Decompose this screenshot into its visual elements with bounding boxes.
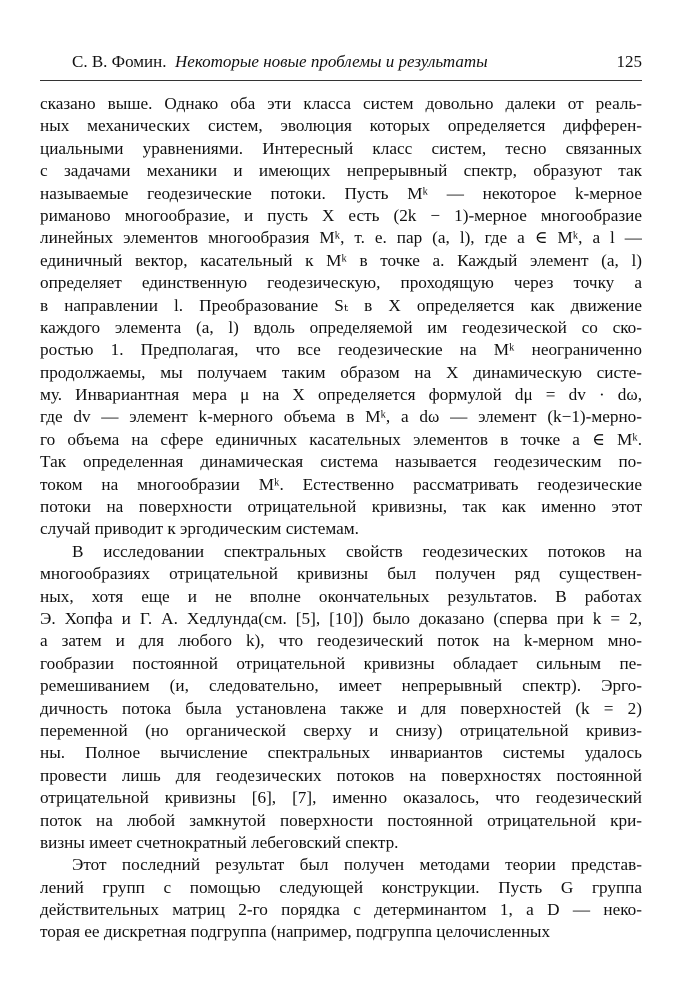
text-line: Этот последний результат был получен методами теории представ- [72,855,642,875]
text-line: ны. Полное вычисление спектральных инвариантов системы удалось [40,743,642,763]
text-line: ремешиванием (и, следовательно, имеет непрерывный спектр). Эрго- [40,676,642,696]
text-line: в направлении l. Преобразование Sₜ в X определяется как движение [40,295,642,315]
page-header [40,52,642,76]
text-line: лений групп с помощью следующей конструкции. Пусть G группа [40,877,642,897]
page-number: 125 [616,52,642,71]
text-line: визны имеет счетнократный лебеговский спектр. [40,832,399,852]
text-line: продолжаемы, мы получаем таким образом на X динамическую систе- [40,362,642,382]
text-line: поток на любой замкнутой поверхности постоянной отрицательной кри- [40,810,642,830]
paragraph [40,93,642,541]
text-line: многообразиях отрицательной кривизны был получен ряд существен- [40,564,642,584]
text-line: током на многообразии Mᵏ. Естественно рассматривать геодезические [40,474,642,494]
text-line: а затем и для любого k), что геодезический поток на k-мерном мно- [40,631,642,651]
body-text [40,93,642,944]
text-line: провести лишь для геодезических потоков на поверхностях постоянной [40,765,642,785]
text-line: отрицательной кривизны [6], [7], именно оказалось, что геодезический [40,788,642,808]
text-line: циальными уравнениями. Интересный класс систем, тесно связанных [40,138,642,158]
text-line: Так определенная динамическая система называется геодезическим по- [40,452,642,472]
text-line: сказано выше. Однако оба эти класса систем довольно далеки от реаль- [40,94,642,113]
header-title: Некоторые новые проблемы и результаты [175,52,488,71]
text-line: гообразии постоянной отрицательной кривизны обладает сильным пе- [40,653,642,673]
text-line: случай приводит к эргодическим системам. [40,519,359,539]
running-title [72,52,488,72]
text-line: линейных элементов многообразия Mᵏ, т. е. пар (a, l), где a ∈ Mᵏ, а l — [40,228,642,248]
text-line: дичность потока была установлена также и для поверхностей (k = 2) [40,698,642,718]
text-line: называемые геодезические потоки. Пусть Mᵏ — некоторое k-мерное [40,183,642,203]
paragraph [40,854,642,944]
text-line: Э. Хопфа и Г. А. Хедлунда(см. [5], [10]) было доказано (сперва при k = 2, [40,608,642,628]
text-line: торая ее дискретная подгруппа (например, подгруппа целочисленных [40,922,551,942]
text-line: му. Инвариантная мера μ на X определяется формулой dμ = dv · dω, [40,385,642,405]
text-line: действительных матриц 2-го порядка с детерминантом 1, а D — неко- [40,900,642,920]
text-line: где dv — элемент k-мерного объема в Mᵏ, а dω — элемент (k−1)-мерно- [40,407,642,427]
text-line: каждого элемента (a, l) вдоль определяемой им геодезической со ско- [40,317,642,337]
text-line: определяет единственную геодезическую, проходящую через точку a [40,273,642,293]
text-line: В исследовании спектральных свойств геодезических потоков на [72,541,642,561]
text-line: с задачами механики и имеющих непрерывный спектр, образуют так [40,161,642,181]
text-line: единичный вектор, касательный к Mᵏ в точке a. Каждый элемент (a, l) [40,250,642,270]
header-author: С. В. Фомин. [72,52,167,71]
text-line: потоки на поверхности отрицательной кривизны, так как именно этот [40,497,642,517]
text-line: переменной (но органической сверху и снизу) отрицательной кривиз- [40,720,642,740]
paragraph [40,541,642,854]
text-line: риманово многообразие, и пусть X есть (2k − 1)-мерное многообразие [40,205,642,225]
text-line: ных механических систем, эволюция которых определяется дифферен- [40,116,642,136]
header-rule [40,80,642,81]
text-line: го объема на сфере единичных касательных элементов в точке a ∈ Mᵏ. [40,429,642,449]
text-line: ных, хотя еще и не вполне окончательных результатов. В работах [40,586,642,606]
text-line: ростью 1. Предполагая, что все геодезические на Mᵏ неограниченно [40,340,642,360]
